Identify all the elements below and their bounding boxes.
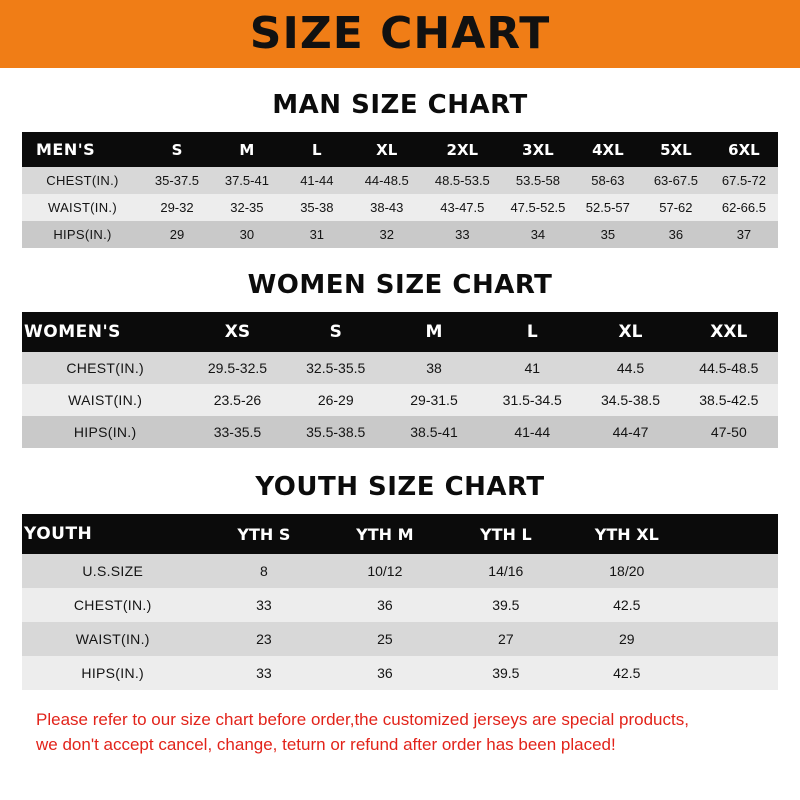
man-header-s: S	[171, 140, 183, 159]
women-header-label: WOMEN'S	[24, 322, 121, 342]
man-row2-col2: 31	[309, 227, 325, 242]
youth-row1-col2: 39.5	[492, 597, 520, 613]
youth-row2-col1: 25	[377, 631, 393, 647]
man-row0-col4: 48.5-53.5	[434, 173, 490, 188]
man-row1-col1: 32-35	[230, 200, 264, 215]
man-row1-col8: 62-66.5	[721, 200, 766, 215]
youth-row0-spacer	[687, 554, 778, 588]
youth-table-header-row	[22, 514, 778, 554]
table-row	[22, 588, 778, 622]
youth-row0-col2: 14/16	[488, 563, 524, 579]
women-row0-label: CHEST(IN.)	[66, 360, 144, 376]
women-header-s: S	[329, 322, 342, 342]
women-row1-col4: 34.5-38.5	[600, 392, 661, 408]
table-row	[22, 384, 778, 416]
youth-row3-label: HIPS(IN.)	[81, 665, 145, 681]
table-row	[22, 656, 778, 690]
man-row2-col1: 30	[239, 227, 255, 242]
man-row1-col0: 29-32	[160, 200, 194, 215]
women-header-l: L	[526, 322, 538, 342]
man-table-header-row	[22, 132, 778, 167]
women-row1-col1: 26-29	[317, 392, 354, 408]
man-row0-col8: 67.5-72	[721, 173, 766, 188]
youth-row2-col0: 23	[256, 631, 272, 647]
youth-row1-col0: 33	[256, 597, 272, 613]
women-row2-col2: 38.5-41	[410, 424, 458, 440]
women-row0-col0: 29.5-32.5	[207, 360, 268, 376]
youth-size-table	[22, 514, 778, 690]
youth-header-spacer	[687, 514, 778, 554]
women-row0-col2: 38	[426, 360, 442, 376]
women-row0-col5: 44.5-48.5	[699, 360, 759, 376]
women-row1-col2: 29-31.5	[410, 392, 458, 408]
youth-row2-spacer	[687, 622, 778, 656]
man-row1-col2: 35-38	[300, 200, 334, 215]
table-row	[22, 352, 778, 384]
youth-row1-label: CHEST(IN.)	[73, 597, 152, 613]
man-row1-col4: 43-47.5	[440, 200, 485, 215]
women-row1-col0: 23.5-26	[213, 392, 262, 408]
youth-row3-col0: 33	[256, 665, 272, 681]
youth-row2-col2: 27	[498, 631, 514, 647]
youth-row0-col1: 10/12	[367, 563, 403, 579]
women-row2-col4: 44-47	[612, 424, 649, 440]
women-header-m: M	[425, 322, 443, 342]
man-header-5xl: 5XL	[660, 140, 692, 159]
youth-header-yth-l: YTH L	[479, 524, 532, 544]
youth-section-title: YOUTH SIZE CHART	[255, 472, 545, 502]
youth-row2-col3: 29	[618, 631, 635, 647]
man-row0-col1: 37.5-41	[224, 173, 269, 188]
footer-disclaimer	[22, 708, 778, 757]
man-row1-col5: 47.5-52.5	[510, 200, 566, 215]
youth-row3-col2: 39.5	[492, 665, 520, 681]
youth-header-label: YOUTH	[24, 524, 93, 544]
women-size-table	[22, 312, 778, 448]
youth-row1-col1: 36	[377, 597, 393, 613]
man-header-label: MEN'S	[36, 140, 96, 159]
man-row0-col3: 44-48.5	[364, 173, 409, 188]
man-row2-col5: 34	[530, 227, 546, 242]
youth-row1-col3: 42.5	[613, 597, 641, 613]
youth-row3-col3: 42.5	[613, 665, 641, 681]
man-header-m: M	[239, 140, 255, 159]
page-title: SIZE CHART	[249, 8, 551, 59]
women-row2-col0: 33-35.5	[213, 424, 262, 440]
man-header-xl: XL	[376, 140, 398, 159]
women-header-xl: XL	[618, 322, 643, 342]
man-row1-col3: 38-43	[370, 200, 404, 215]
women-row2-col1: 35.5-38.5	[306, 424, 366, 440]
youth-header-yth-xl: YTH XL	[594, 524, 659, 544]
man-row0-col5: 53.5-58	[515, 173, 560, 188]
man-row0-label: CHEST(IN.)	[46, 173, 119, 188]
women-section-title: WOMEN SIZE CHART	[247, 270, 553, 300]
man-row1-col6: 52.5-57	[585, 200, 630, 215]
man-row2-col4: 33	[455, 227, 470, 242]
man-header-4xl: 4XL	[592, 140, 624, 159]
footer-line-2: we don't accept cancel, change, teturn or refund after order has been placed!	[36, 734, 616, 754]
man-row2-col3: 32	[379, 227, 394, 242]
youth-row0-col3: 18/20	[609, 563, 645, 579]
man-row0-col0: 35-37.5	[154, 173, 200, 188]
women-row2-col3: 41-44	[514, 424, 551, 440]
women-row1-col3: 31.5-34.5	[502, 392, 562, 408]
youth-row2-label: WAIST(IN.)	[75, 631, 150, 647]
women-row2-label: HIPS(IN.)	[73, 424, 137, 440]
table-row	[22, 554, 778, 588]
table-row	[22, 194, 778, 221]
man-size-table	[22, 132, 778, 248]
women-row1-col5: 38.5-42.5	[699, 392, 759, 408]
women-table-header-row	[22, 312, 778, 352]
footer-line-1: Please refer to our size chart before order,the customized jerseys are special products,	[36, 710, 689, 729]
table-row	[22, 167, 778, 194]
man-row0-col2: 41-44	[300, 173, 334, 188]
women-row0-col3: 41	[524, 360, 541, 376]
man-header-6xl: 6XL	[728, 140, 760, 159]
man-row1-col7: 57-62	[659, 200, 693, 215]
man-row0-col6: 58-63	[591, 173, 625, 188]
man-header-3xl: 3XL	[522, 140, 554, 159]
man-row0-col7: 63-67.5	[653, 173, 698, 188]
women-row0-col1: 32.5-35.5	[306, 360, 366, 376]
women-row0-col4: 44.5	[616, 360, 645, 376]
table-row	[22, 221, 778, 248]
women-row1-label: WAIST(IN.)	[68, 392, 143, 408]
man-row2-col8: 37	[736, 227, 752, 242]
man-section-title: MAN SIZE CHART	[272, 90, 528, 120]
youth-row0-col0: 8	[260, 563, 268, 579]
women-header-xxl: XXL	[710, 322, 748, 342]
youth-row3-spacer	[687, 656, 778, 690]
man-row2-col0: 29	[169, 227, 185, 242]
man-row2-col6: 35	[600, 227, 616, 242]
man-header-l: L	[312, 140, 322, 159]
content-area	[0, 90, 800, 757]
man-row2-label: HIPS(IN.)	[53, 227, 112, 242]
table-row	[22, 622, 778, 656]
women-row2-col5: 47-50	[710, 424, 747, 440]
youth-row1-spacer	[687, 588, 778, 622]
header-banner	[0, 0, 800, 68]
women-header-xs: XS	[224, 322, 251, 342]
banner-inner	[0, 0, 800, 68]
man-header-2xl: 2XL	[446, 140, 479, 159]
table-row	[22, 416, 778, 448]
man-row1-label: WAIST(IN.)	[48, 200, 117, 215]
youth-header-yth-s: YTH S	[237, 524, 291, 544]
youth-header-yth-m: YTH M	[356, 524, 414, 544]
youth-row3-col1: 36	[377, 665, 393, 681]
man-row2-col7: 36	[668, 227, 684, 242]
youth-row0-label: U.S.SIZE	[82, 563, 144, 579]
